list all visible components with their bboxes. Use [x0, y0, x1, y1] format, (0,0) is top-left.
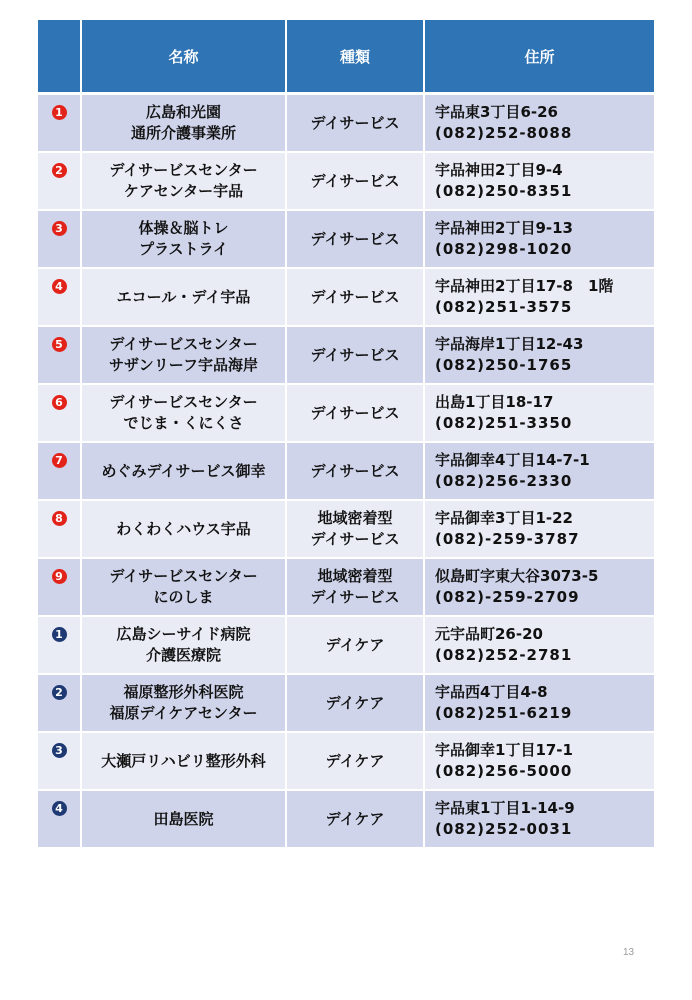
facility-name-line: 介護医療院 — [145, 646, 221, 664]
header-number-cell — [38, 20, 82, 95]
facility-name-cell — [82, 791, 287, 849]
facility-name-cell — [82, 211, 287, 269]
facility-type-cell — [287, 385, 425, 443]
facility-address: 元宇品町26-20 — [435, 625, 543, 643]
facility-type-line: デイサービス — [310, 345, 400, 364]
facility-type-cell — [287, 501, 425, 559]
facility-address: 出島1丁目18-17 — [435, 393, 554, 411]
table-row — [38, 269, 654, 327]
facility-phone: (082)250-8351 — [435, 182, 573, 200]
table-row — [38, 95, 654, 153]
facility-name-line: エコール・デイ宇品 — [116, 287, 251, 306]
facility-address-cell — [425, 327, 654, 385]
circled-number-icon: 1 — [52, 105, 67, 120]
facility-type-line: デイサービス — [310, 113, 400, 132]
facility-type-cell — [287, 153, 425, 211]
facility-name-line: にのしま — [153, 588, 214, 606]
facility-type-cell — [287, 675, 425, 733]
facility-name-line: サザンリーフ宇品海岸 — [109, 356, 258, 374]
facility-type-line: デイケア — [325, 751, 385, 770]
facility-type-line: デイケア — [325, 693, 385, 712]
facility-name-line: 通所介護事業所 — [130, 124, 236, 142]
facility-name-line: 広島シーサイド病院 — [116, 625, 251, 643]
facility-address: 宇品東1丁目1-14-9 — [435, 799, 575, 817]
facility-type-cell — [287, 327, 425, 385]
facility-address-cell — [425, 675, 654, 733]
facility-name-cell — [82, 153, 287, 211]
circled-number-icon: 1 — [52, 627, 67, 642]
facility-phone: (082)252-8088 — [435, 124, 573, 142]
row-number-cell — [38, 617, 82, 675]
row-number-cell — [38, 385, 82, 443]
facility-name-line: 広島和光園 — [145, 103, 221, 121]
facility-name-cell — [82, 95, 287, 153]
row-number-cell — [38, 675, 82, 733]
header-address: 住所 — [425, 20, 654, 95]
row-number-cell — [38, 153, 82, 211]
facility-name-line: 福原デイケアセンター — [109, 704, 258, 722]
table-row — [38, 327, 654, 385]
facility-name-line: プラストライ — [138, 240, 229, 258]
circled-number-icon: 3 — [52, 743, 67, 758]
facility-address-cell — [425, 733, 654, 791]
circled-number-icon: 8 — [52, 511, 67, 526]
table-row — [38, 733, 654, 791]
facility-type-cell — [287, 269, 425, 327]
facility-phone: (082)-259-2709 — [435, 588, 580, 606]
table-row — [38, 791, 654, 849]
facility-name-line: 大瀬戸リハビリ整形外科 — [101, 751, 266, 770]
facility-phone: (082)256-2330 — [435, 472, 573, 490]
facility-type-cell — [287, 791, 425, 849]
row-number-cell — [38, 501, 82, 559]
facility-table — [38, 20, 654, 849]
row-number-cell — [38, 733, 82, 791]
facility-type-line: デイサービス — [310, 287, 400, 306]
facility-type-cell — [287, 443, 425, 501]
facility-type-line: デイサービス — [310, 171, 400, 190]
facility-address: 宇品御幸4丁目14-7-1 — [435, 451, 590, 469]
table-row — [38, 211, 654, 269]
circled-number-icon: 2 — [52, 163, 67, 178]
table-row — [38, 617, 654, 675]
facility-name-line: でじま・くにくさ — [123, 414, 244, 432]
facility-type-line: 地域密着型 — [317, 567, 393, 585]
facility-type-cell — [287, 211, 425, 269]
table-row — [38, 153, 654, 211]
facility-address: 宇品海岸1丁目12-43 — [435, 335, 584, 353]
facility-type-cell — [287, 733, 425, 791]
circled-number-icon: 7 — [52, 453, 67, 468]
facility-type-line: デイサービス — [310, 461, 400, 480]
facility-name-cell — [82, 269, 287, 327]
facility-phone: (082)298-1020 — [435, 240, 573, 258]
facility-name-line: デイサービスセンター — [109, 161, 258, 179]
facility-type-line: デイサービス — [310, 229, 400, 248]
table-body — [38, 95, 654, 849]
facility-address-cell — [425, 791, 654, 849]
facility-name-cell — [82, 559, 287, 617]
facility-address-cell — [425, 95, 654, 153]
facility-phone: (082)251-3350 — [435, 414, 573, 432]
row-number-cell — [38, 791, 82, 849]
facility-address: 宇品神田2丁目17-8 1階 — [435, 277, 614, 295]
facility-name-line: ケアセンター宇品 — [123, 182, 244, 200]
facility-phone: (082)-259-3787 — [435, 530, 580, 548]
facility-type-line: デイケア — [325, 809, 385, 828]
row-number-cell — [38, 327, 82, 385]
facility-name-cell — [82, 385, 287, 443]
facility-name-line: わくわくハウス宇品 — [116, 519, 251, 538]
facility-phone: (082)252-0031 — [435, 820, 573, 838]
row-number-cell — [38, 269, 82, 327]
facility-name-line: 田島医院 — [153, 809, 214, 828]
circled-number-icon: 2 — [52, 685, 67, 700]
row-number-cell — [38, 211, 82, 269]
facility-address: 宇品御幸1丁目17-1 — [435, 741, 573, 759]
facility-phone: (082)256-5000 — [435, 762, 573, 780]
facility-address: 宇品神田2丁目9-4 — [435, 161, 563, 179]
facility-name-cell — [82, 327, 287, 385]
facility-name-line: めぐみデイサービス御幸 — [101, 461, 266, 480]
facility-address-cell — [425, 443, 654, 501]
facility-type-cell — [287, 95, 425, 153]
table-row — [38, 443, 654, 501]
facility-address-cell — [425, 385, 654, 443]
facility-name-line: 福原整形外科医院 — [123, 683, 244, 701]
facility-name-cell — [82, 617, 287, 675]
facility-address: 宇品西4丁目4-8 — [435, 683, 548, 701]
circled-number-icon: 4 — [52, 801, 67, 816]
facility-phone: (082)250-1765 — [435, 356, 573, 374]
facility-address-cell — [425, 153, 654, 211]
facility-name-line: デイサービスセンター — [109, 393, 258, 411]
facility-address: 宇品東3丁目6-26 — [435, 103, 558, 121]
facility-address-cell — [425, 211, 654, 269]
facility-phone: (082)251-3575 — [435, 298, 573, 316]
facility-name-line: デイサービスセンター — [109, 567, 258, 585]
row-number-cell — [38, 443, 82, 501]
facility-name-line: 体操＆脳トレ — [138, 219, 229, 237]
row-number-cell — [38, 95, 82, 153]
table-row — [38, 559, 654, 617]
facility-address: 宇品神田2丁目9-13 — [435, 219, 573, 237]
facility-type-cell — [287, 617, 425, 675]
facility-name-cell — [82, 443, 287, 501]
facility-type-line: 地域密着型 — [317, 509, 393, 527]
facility-name-cell — [82, 733, 287, 791]
table-header-row — [38, 20, 654, 95]
facility-address: 宇品御幸3丁目1-22 — [435, 509, 573, 527]
facility-type-line: デイケア — [325, 635, 385, 654]
facility-type-cell — [287, 559, 425, 617]
circled-number-icon: 3 — [52, 221, 67, 236]
facility-address: 似島町字東大谷3073-5 — [435, 567, 599, 585]
table-row — [38, 385, 654, 443]
facility-name-line: デイサービスセンター — [109, 335, 258, 353]
row-number-cell — [38, 559, 82, 617]
facility-phone: (082)251-6219 — [435, 704, 573, 722]
facility-name-cell — [82, 501, 287, 559]
facility-type-line: デイサービス — [310, 530, 400, 548]
facility-type-line: デイサービス — [310, 588, 400, 606]
header-type: 種類 — [287, 20, 425, 95]
facility-address-cell — [425, 559, 654, 617]
circled-number-icon: 6 — [52, 395, 67, 410]
page-number: 13 — [623, 947, 635, 958]
facility-address-cell — [425, 269, 654, 327]
circled-number-icon: 9 — [52, 569, 67, 584]
circled-number-icon: 4 — [52, 279, 67, 294]
circled-number-icon: 5 — [52, 337, 67, 352]
header-name: 名称 — [82, 20, 287, 95]
table-row — [38, 501, 654, 559]
table-row — [38, 675, 654, 733]
facility-name-cell — [82, 675, 287, 733]
facility-type-line: デイサービス — [310, 403, 400, 422]
facility-address-cell — [425, 501, 654, 559]
facility-address-cell — [425, 617, 654, 675]
facility-phone: (082)252-2781 — [435, 646, 573, 664]
